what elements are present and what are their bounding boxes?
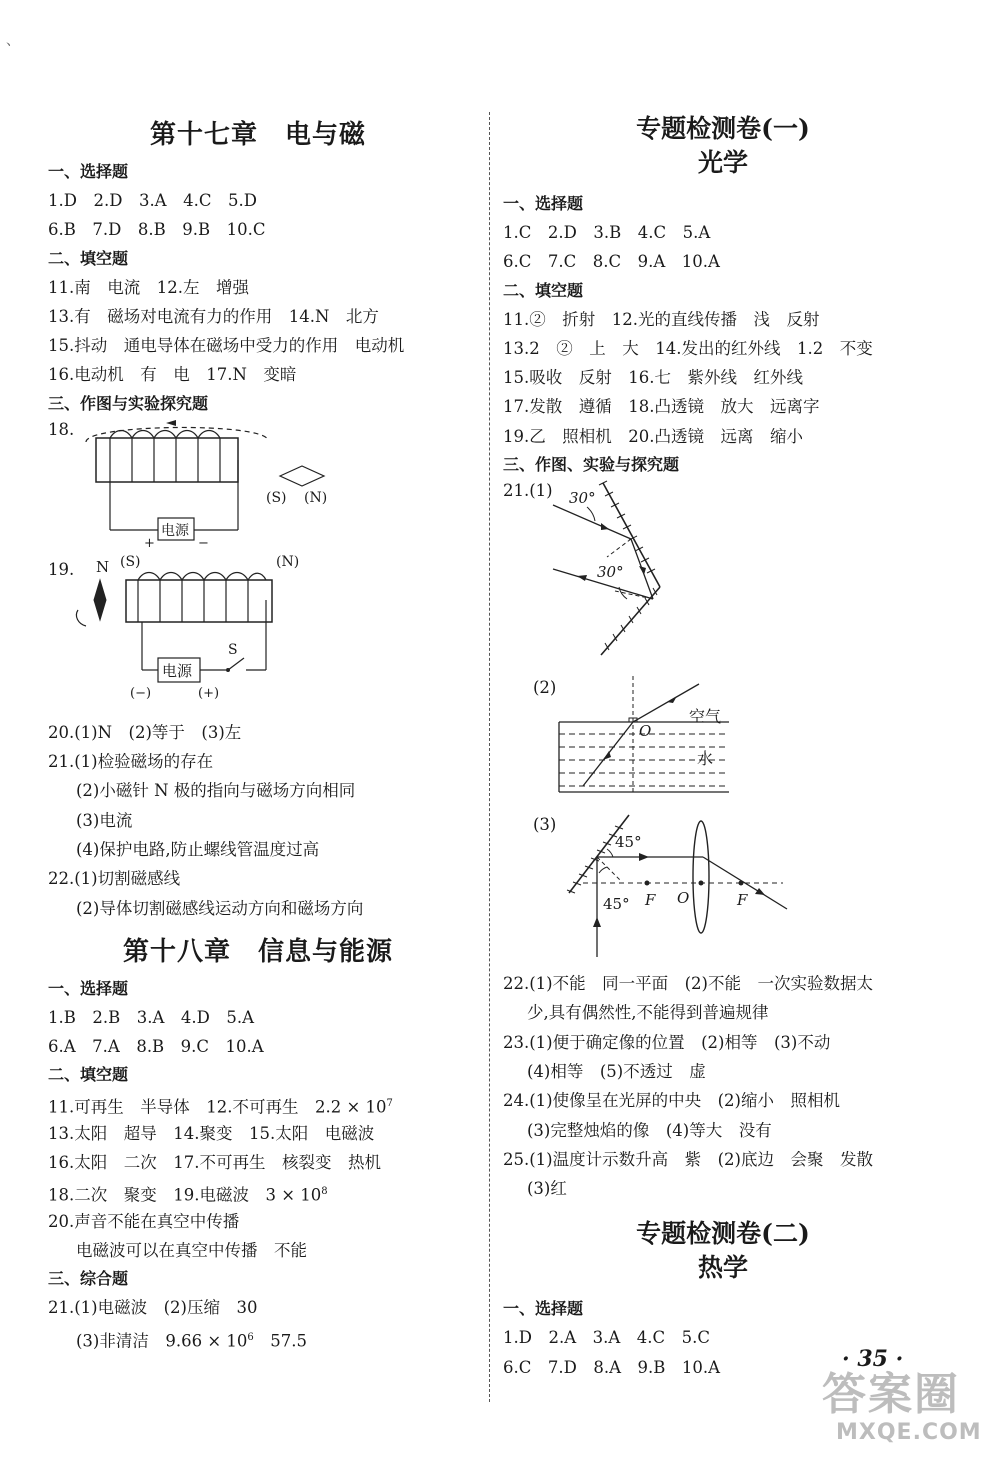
question-number: 19. bbox=[48, 559, 75, 579]
north-pole-label: (N) bbox=[276, 553, 300, 570]
answer-line: 25.(1)温度计示数升高 紫 (2)底边 会聚 发散 bbox=[503, 1149, 873, 1169]
test-2-title: 专题检测卷(二) bbox=[636, 1219, 810, 1249]
answer-line: 16.电动机 有 电 17.N 变暗 bbox=[48, 365, 297, 385]
figure-21-2 bbox=[503, 674, 943, 809]
answer-line bbox=[48, 1323, 468, 1352]
column-divider bbox=[489, 112, 490, 1402]
focal-point-label: F bbox=[737, 891, 748, 910]
answer-line: 22.(1)不能 同一平面 (2)不能 一次实验数据太 bbox=[503, 974, 873, 994]
section-heading: 一、选择题 bbox=[503, 1299, 584, 1319]
answer-line: 6.C 7.D 8.A 9.B 10.A bbox=[503, 1357, 721, 1377]
section-heading: 三、作图、实验与探究题 bbox=[503, 455, 680, 475]
watermark bbox=[822, 1370, 982, 1445]
answer-line: 11.② 折射 12.光的直线传播 浅 反射 bbox=[503, 309, 820, 329]
mirror-lens-diagram bbox=[503, 809, 943, 959]
section-heading: 三、综合题 bbox=[48, 1269, 129, 1289]
corner-mark: 、 bbox=[6, 33, 20, 49]
answer-line: 23.(1)便于确定像的位置 (2)相等 (3)不动 bbox=[503, 1032, 831, 1052]
answer-line: 1.C 2.D 3.B 4.C 5.A bbox=[503, 223, 711, 242]
power-label: 电源 bbox=[162, 661, 193, 680]
figure-19 bbox=[48, 553, 468, 718]
answer-line: 17.发散 遵循 18.凸透镜 放大 远离字 bbox=[503, 397, 820, 417]
answer-line: 21.(1)检验磁场的存在 bbox=[48, 752, 214, 772]
answer-line: (2)导体切割磁感线运动方向和磁场方向 bbox=[76, 898, 364, 918]
answer-text: (3)非清洁 9.66 × 10 bbox=[76, 1331, 248, 1351]
point-o-label: O bbox=[639, 722, 652, 741]
question-number: 18. bbox=[48, 419, 75, 439]
question-number: (2) bbox=[533, 678, 557, 698]
south-pole-label: (S) bbox=[120, 553, 141, 570]
south-pole-label: (S) bbox=[266, 489, 287, 506]
section-heading: 一、选择题 bbox=[48, 978, 129, 998]
answer-line: 6.B 7.D 8.B 9.B 10.C bbox=[48, 220, 266, 240]
section-heading: 一、选择题 bbox=[48, 162, 129, 181]
positive-label: (+) bbox=[198, 685, 220, 701]
answer-line: (3)红 bbox=[527, 1179, 567, 1199]
power-label: 电源 bbox=[161, 522, 189, 539]
exponent: 8 bbox=[321, 1186, 328, 1198]
answer-line: 6.A 7.A 8.B 9.C 10.A bbox=[48, 1037, 264, 1057]
section-heading: 二、填空题 bbox=[48, 248, 129, 268]
answer-line: 13.2 ② 上 大 14.发出的红外线 1.2 不变 bbox=[503, 338, 873, 358]
section-heading: 三、作图与实验探究题 bbox=[48, 393, 209, 413]
answer-line: (2)小磁针 N 极的指向与磁场方向相同 bbox=[76, 781, 356, 801]
chapter-17-title: 第十七章 电与磁 bbox=[149, 120, 366, 150]
answer-line bbox=[48, 1089, 468, 1118]
answer-line: 少,具有偶然性,不能得到普遍规律 bbox=[527, 1003, 769, 1023]
answer-line bbox=[48, 1177, 468, 1206]
negative-label: (−) bbox=[130, 685, 152, 701]
question-number: 21.(1) bbox=[503, 481, 553, 501]
answer-line: (3)电流 bbox=[76, 810, 133, 830]
answer-line: 1.B 2.B 3.A 4.D 5.A bbox=[48, 1007, 255, 1027]
section-heading: 二、填空题 bbox=[48, 1065, 129, 1085]
answer-line: 13.太阳 超导 14.聚变 15.太阳 电磁波 bbox=[48, 1123, 375, 1143]
optical-center-label: O bbox=[677, 889, 690, 908]
minus-sign: − bbox=[198, 535, 209, 551]
answer-line: 19.乙 照相机 20.凸透镜 远离 缩小 bbox=[503, 426, 803, 446]
test-2-subtitle: 热学 bbox=[697, 1253, 748, 1283]
answer-line: 16.太阳 二次 17.不可再生 核裂变 热机 bbox=[48, 1153, 381, 1173]
answer-line: (3)完整烛焰的像 (4)等大 没有 bbox=[527, 1120, 772, 1140]
section-heading: 一、选择题 bbox=[503, 194, 584, 213]
figure-18 bbox=[48, 418, 468, 558]
answer-line: 20.(1)N (2)等于 (3)左 bbox=[48, 722, 242, 742]
answer-line: 24.(1)使像呈在光屏的中央 (2)缩小 照相机 bbox=[503, 1091, 840, 1111]
page-number: · 35 · bbox=[842, 1346, 904, 1372]
answer-line: 1.D 2.A 3.A 4.C 5.C bbox=[503, 1328, 711, 1348]
answer-line: 15.抖动 通电导体在磁场中受力的作用 电动机 bbox=[48, 336, 405, 356]
switch-label: S bbox=[228, 641, 238, 658]
answer-text: 18.二次 聚变 19.电磁波 3 × 10 bbox=[48, 1185, 322, 1205]
north-pole-label: (N) bbox=[304, 489, 328, 506]
answer-line: 电磁波可以在真空中传播 不能 bbox=[76, 1240, 307, 1260]
refraction-diagram bbox=[503, 674, 943, 809]
figure-21-1 bbox=[503, 479, 943, 674]
watermark-text: 答案圈 bbox=[822, 1369, 960, 1420]
air-label: 空气 bbox=[689, 707, 722, 727]
answer-text: 11.可再生 半导体 12.不可再生 2.2 × 10 bbox=[48, 1097, 387, 1117]
answer-line: 6.C 7.C 8.C 9.A 10.A bbox=[503, 252, 720, 272]
left-column bbox=[48, 112, 468, 1352]
angle-label: 30° bbox=[569, 489, 596, 508]
answer-line: 15.吸收 反射 16.七 紫外线 红外线 bbox=[503, 368, 803, 388]
angle-label: 30° bbox=[597, 563, 624, 582]
test-1-title: 专题检测卷(一) bbox=[636, 114, 810, 143]
exponent: 7 bbox=[386, 1098, 393, 1110]
section-heading: 二、填空题 bbox=[503, 280, 584, 300]
mirror-reflection-diagram bbox=[503, 479, 943, 674]
answer-line: 1.D 2.D 3.A 4.C 5.D bbox=[48, 191, 257, 210]
focal-point-label: F bbox=[645, 891, 656, 910]
answer-text: 57.5 bbox=[253, 1331, 308, 1351]
right-column bbox=[503, 112, 943, 1382]
test-1-subtitle: 光学 bbox=[697, 148, 748, 177]
angle-label: 45° bbox=[603, 895, 630, 914]
compass-north-label: N bbox=[96, 557, 110, 576]
answer-line: 11.南 电流 12.左 增强 bbox=[48, 277, 249, 297]
answer-line: 13.有 磁场对电流有力的作用 14.N 北方 bbox=[48, 306, 379, 326]
answer-line: 21.(1)电磁波 (2)压缩 30 bbox=[48, 1298, 258, 1318]
plus-sign: + bbox=[144, 535, 155, 551]
answer-line: 22.(1)切割磁感线 bbox=[48, 869, 181, 889]
answer-line: (4)保护电路,防止螺线管温度过高 bbox=[76, 839, 320, 859]
angle-label: 45° bbox=[615, 833, 642, 852]
figure-21-3 bbox=[503, 809, 943, 959]
water-label: 水 bbox=[697, 749, 714, 769]
question-number: (3) bbox=[533, 815, 557, 835]
watermark-url: MXQE.COM bbox=[836, 1420, 982, 1445]
chapter-18-title: 第十八章 信息与能源 bbox=[122, 936, 393, 967]
answer-line: 20.声音不能在真空中传播 bbox=[48, 1211, 240, 1231]
exponent: 6 bbox=[247, 1331, 254, 1343]
answer-line: (4)相等 (5)不透过 虚 bbox=[527, 1061, 706, 1081]
solenoid-diagram-19 bbox=[48, 558, 468, 718]
solenoid-diagram-18 bbox=[48, 418, 468, 558]
